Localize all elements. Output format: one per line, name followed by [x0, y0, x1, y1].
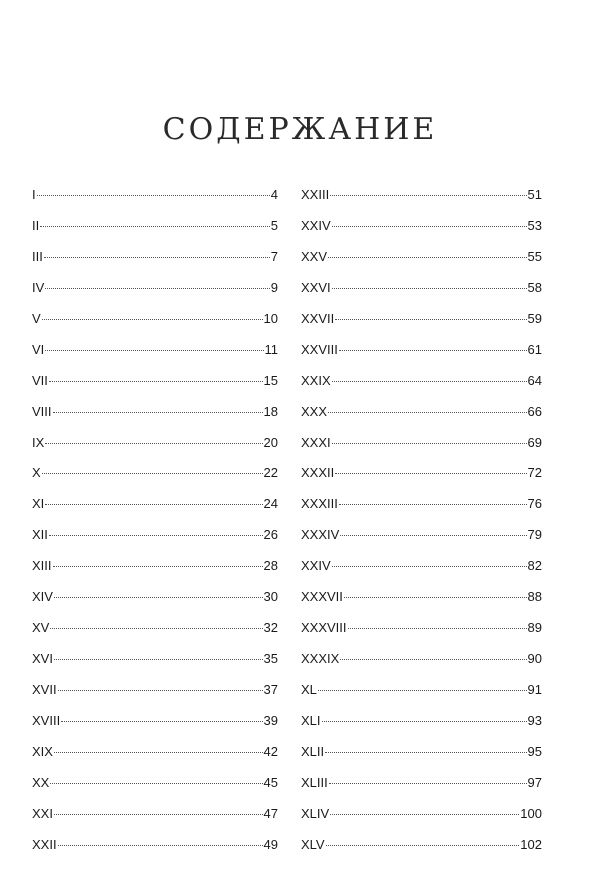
page-number: 11 — [264, 341, 278, 357]
page-number: 76 — [527, 496, 542, 512]
chapter-number: XLII — [301, 743, 325, 759]
dot-leader — [332, 288, 527, 289]
toc-entry[interactable] — [32, 775, 278, 806]
page-number: 42 — [263, 743, 278, 759]
dot-leader — [54, 659, 263, 660]
page-number: 35 — [263, 651, 278, 667]
dot-leader — [54, 752, 263, 753]
toc-entry[interactable] — [301, 527, 542, 558]
toc-entry[interactable] — [32, 280, 278, 311]
chapter-number: XXII — [32, 836, 57, 852]
page-number: 45 — [263, 774, 278, 790]
dot-leader — [332, 226, 527, 227]
chapter-number: XXXIX — [301, 651, 340, 667]
dot-leader — [326, 845, 520, 846]
page-number: 61 — [527, 341, 542, 357]
page-number: 28 — [263, 558, 278, 574]
dot-leader — [54, 597, 263, 598]
page-number: 93 — [527, 712, 542, 728]
chapter-number: XXIV — [301, 217, 331, 233]
toc-entry[interactable] — [301, 496, 542, 527]
chapter-number: XL — [301, 682, 317, 697]
dot-leader — [322, 721, 527, 722]
chapter-number: XXVIII — [301, 341, 338, 357]
page-number: 20 — [263, 434, 278, 450]
dot-leader — [45, 504, 262, 505]
chapter-number: XXXVIII — [301, 620, 347, 636]
toc-entry[interactable] — [301, 775, 542, 806]
page-number: 64 — [527, 372, 542, 388]
toc-entry[interactable] — [301, 651, 542, 682]
toc-entry[interactable] — [32, 682, 278, 713]
dot-leader — [329, 783, 527, 784]
dot-leader — [340, 659, 526, 660]
page-number: 39 — [263, 712, 278, 728]
toc-entry[interactable] — [32, 435, 278, 466]
page-number: 55 — [527, 248, 542, 264]
page-number: 100 — [520, 805, 542, 821]
dot-leader — [45, 288, 269, 289]
dot-leader — [330, 195, 526, 196]
dot-leader — [328, 412, 527, 413]
dot-leader — [45, 443, 262, 444]
dot-leader — [335, 473, 526, 474]
dot-leader — [37, 195, 270, 196]
toc-entry[interactable] — [301, 837, 542, 868]
chapter-number: XX — [32, 774, 50, 790]
page-number: 47 — [263, 805, 278, 821]
toc-entry[interactable] — [32, 527, 278, 558]
dot-leader — [339, 350, 527, 351]
chapter-number: V — [32, 310, 41, 326]
chapter-number: XLI — [301, 712, 321, 728]
toc-entry[interactable] — [301, 249, 542, 280]
page-number: 15 — [263, 372, 278, 388]
chapter-number: XIV — [32, 589, 53, 605]
page-number: 51 — [527, 187, 542, 202]
page-number: 59 — [527, 310, 542, 326]
chapter-number: XI — [32, 496, 45, 512]
toc-entry[interactable] — [32, 465, 278, 496]
page-number: 22 — [263, 465, 278, 481]
toc-entry[interactable] — [32, 558, 278, 589]
chapter-number: VIII — [32, 403, 52, 419]
page-number: 30 — [263, 589, 278, 605]
toc-entry[interactable] — [32, 651, 278, 682]
page-number: 66 — [527, 403, 542, 419]
toc-entry[interactable] — [301, 682, 542, 713]
page-number: 90 — [527, 651, 542, 667]
dot-leader — [339, 504, 527, 505]
page-number: 88 — [527, 589, 542, 605]
dot-leader — [328, 257, 527, 258]
chapter-number: XXIX — [301, 372, 331, 388]
chapter-number: XIX — [32, 743, 53, 759]
toc-entry[interactable] — [32, 589, 278, 620]
chapter-number: XLIV — [301, 805, 330, 821]
dot-leader — [42, 473, 263, 474]
chapter-number: XXXII — [301, 465, 335, 481]
page-number: 18 — [263, 403, 278, 419]
page-number: 58 — [527, 279, 542, 295]
page-number: 5 — [270, 217, 278, 233]
dot-leader — [58, 845, 263, 846]
toc-entry[interactable] — [32, 713, 278, 744]
page-number: 89 — [527, 620, 542, 636]
dot-leader — [45, 350, 263, 351]
page-number: 53 — [527, 217, 542, 233]
chapter-number: I — [32, 187, 36, 202]
chapter-number: XV — [32, 620, 50, 636]
toc-entry[interactable] — [32, 373, 278, 404]
chapter-number: XII — [32, 527, 48, 543]
chapter-number: XVII — [32, 682, 57, 697]
page-number: 69 — [527, 434, 542, 450]
toc-entry[interactable] — [301, 280, 542, 311]
page-title: СОДЕРЖАНИЕ — [162, 112, 438, 147]
toc-entry[interactable] — [301, 342, 542, 373]
toc-entry[interactable] — [32, 249, 278, 280]
page-number: 7 — [270, 248, 278, 264]
dot-leader — [42, 319, 263, 320]
dot-leader — [53, 412, 263, 413]
chapter-number: XLIII — [301, 774, 328, 790]
chapter-number: X — [32, 465, 41, 481]
chapter-number: XXXIV — [301, 527, 340, 543]
page-number: 32 — [263, 620, 278, 636]
dot-leader — [318, 690, 527, 691]
dot-leader — [335, 319, 526, 320]
page-number: 10 — [263, 310, 278, 326]
dot-leader — [49, 381, 263, 382]
chapter-number: XXIV — [301, 558, 331, 574]
toc-entry[interactable] — [32, 744, 278, 775]
toc-entry[interactable] — [301, 589, 542, 620]
chapter-number: XXV — [301, 248, 328, 264]
page-number: 102 — [520, 836, 542, 852]
chapter-number: VII — [32, 372, 48, 388]
dot-leader — [344, 597, 527, 598]
page-number: 26 — [263, 527, 278, 543]
chapter-number: XXXVII — [301, 589, 343, 605]
chapter-number: XXX — [301, 403, 328, 419]
page-number: 9 — [270, 279, 278, 295]
dot-leader — [340, 535, 526, 536]
page-number: 95 — [527, 743, 542, 759]
dot-leader — [61, 721, 262, 722]
dot-leader — [50, 783, 262, 784]
toc-entry[interactable] — [301, 558, 542, 589]
toc-entry[interactable] — [32, 806, 278, 837]
dot-leader — [54, 814, 263, 815]
chapter-number: IX — [32, 434, 45, 450]
chapter-number: XVIII — [32, 712, 61, 728]
page-number: 24 — [263, 496, 278, 512]
chapter-number: III — [32, 248, 43, 264]
dot-leader — [53, 566, 263, 567]
dot-leader — [348, 628, 527, 629]
toc-entry[interactable] — [301, 218, 542, 249]
toc-entry[interactable] — [32, 837, 278, 868]
page-number: 97 — [527, 774, 542, 790]
toc-entry[interactable] — [301, 465, 542, 496]
page-number: 37 — [263, 682, 278, 697]
page-number: 4 — [270, 187, 278, 202]
dot-leader — [50, 628, 262, 629]
toc-entry[interactable] — [32, 218, 278, 249]
chapter-number: II — [32, 217, 40, 233]
toc-entry[interactable] — [301, 311, 542, 342]
chapter-number: XIII — [32, 558, 52, 574]
toc-entry[interactable] — [32, 496, 278, 527]
toc-entry[interactable] — [301, 806, 542, 837]
chapter-number: IV — [32, 279, 45, 295]
chapter-number: XLV — [301, 836, 325, 852]
toc-entry[interactable] — [301, 404, 542, 435]
dot-leader — [332, 566, 527, 567]
chapter-number: XXVII — [301, 310, 335, 326]
toc-entry[interactable] — [32, 311, 278, 342]
dot-leader — [325, 752, 526, 753]
toc-right-column — [301, 187, 542, 868]
page-number: 49 — [263, 836, 278, 852]
toc-entry[interactable] — [301, 373, 542, 404]
toc-entry[interactable] — [32, 404, 278, 435]
toc-entry[interactable] — [301, 744, 542, 775]
page-number: 82 — [527, 558, 542, 574]
toc-entry[interactable] — [32, 187, 278, 218]
toc-entry[interactable] — [301, 713, 542, 744]
dot-leader — [49, 535, 263, 536]
toc-entry[interactable] — [301, 435, 542, 466]
chapter-number: XVI — [32, 651, 53, 667]
toc-entry[interactable] — [301, 620, 542, 651]
page-number: 91 — [527, 682, 542, 697]
page-number: 79 — [527, 527, 542, 543]
toc-entry[interactable] — [301, 187, 542, 218]
page-number: 72 — [527, 465, 542, 481]
dot-leader — [58, 690, 263, 691]
chapter-number: XXVI — [301, 279, 331, 295]
dot-leader — [330, 814, 519, 815]
dot-leader — [40, 226, 270, 227]
chapter-number: XXXIII — [301, 496, 338, 512]
chapter-number: XXXI — [301, 434, 331, 450]
chapter-number: XXI — [32, 805, 53, 821]
toc-entry[interactable] — [32, 342, 278, 373]
toc-left-column — [32, 187, 278, 868]
chapter-number: XXIII — [301, 187, 330, 202]
chapter-number: VI — [32, 341, 45, 357]
toc-entry[interactable] — [32, 620, 278, 651]
dot-leader — [332, 443, 527, 444]
dot-leader — [332, 381, 527, 382]
dot-leader — [44, 257, 270, 258]
